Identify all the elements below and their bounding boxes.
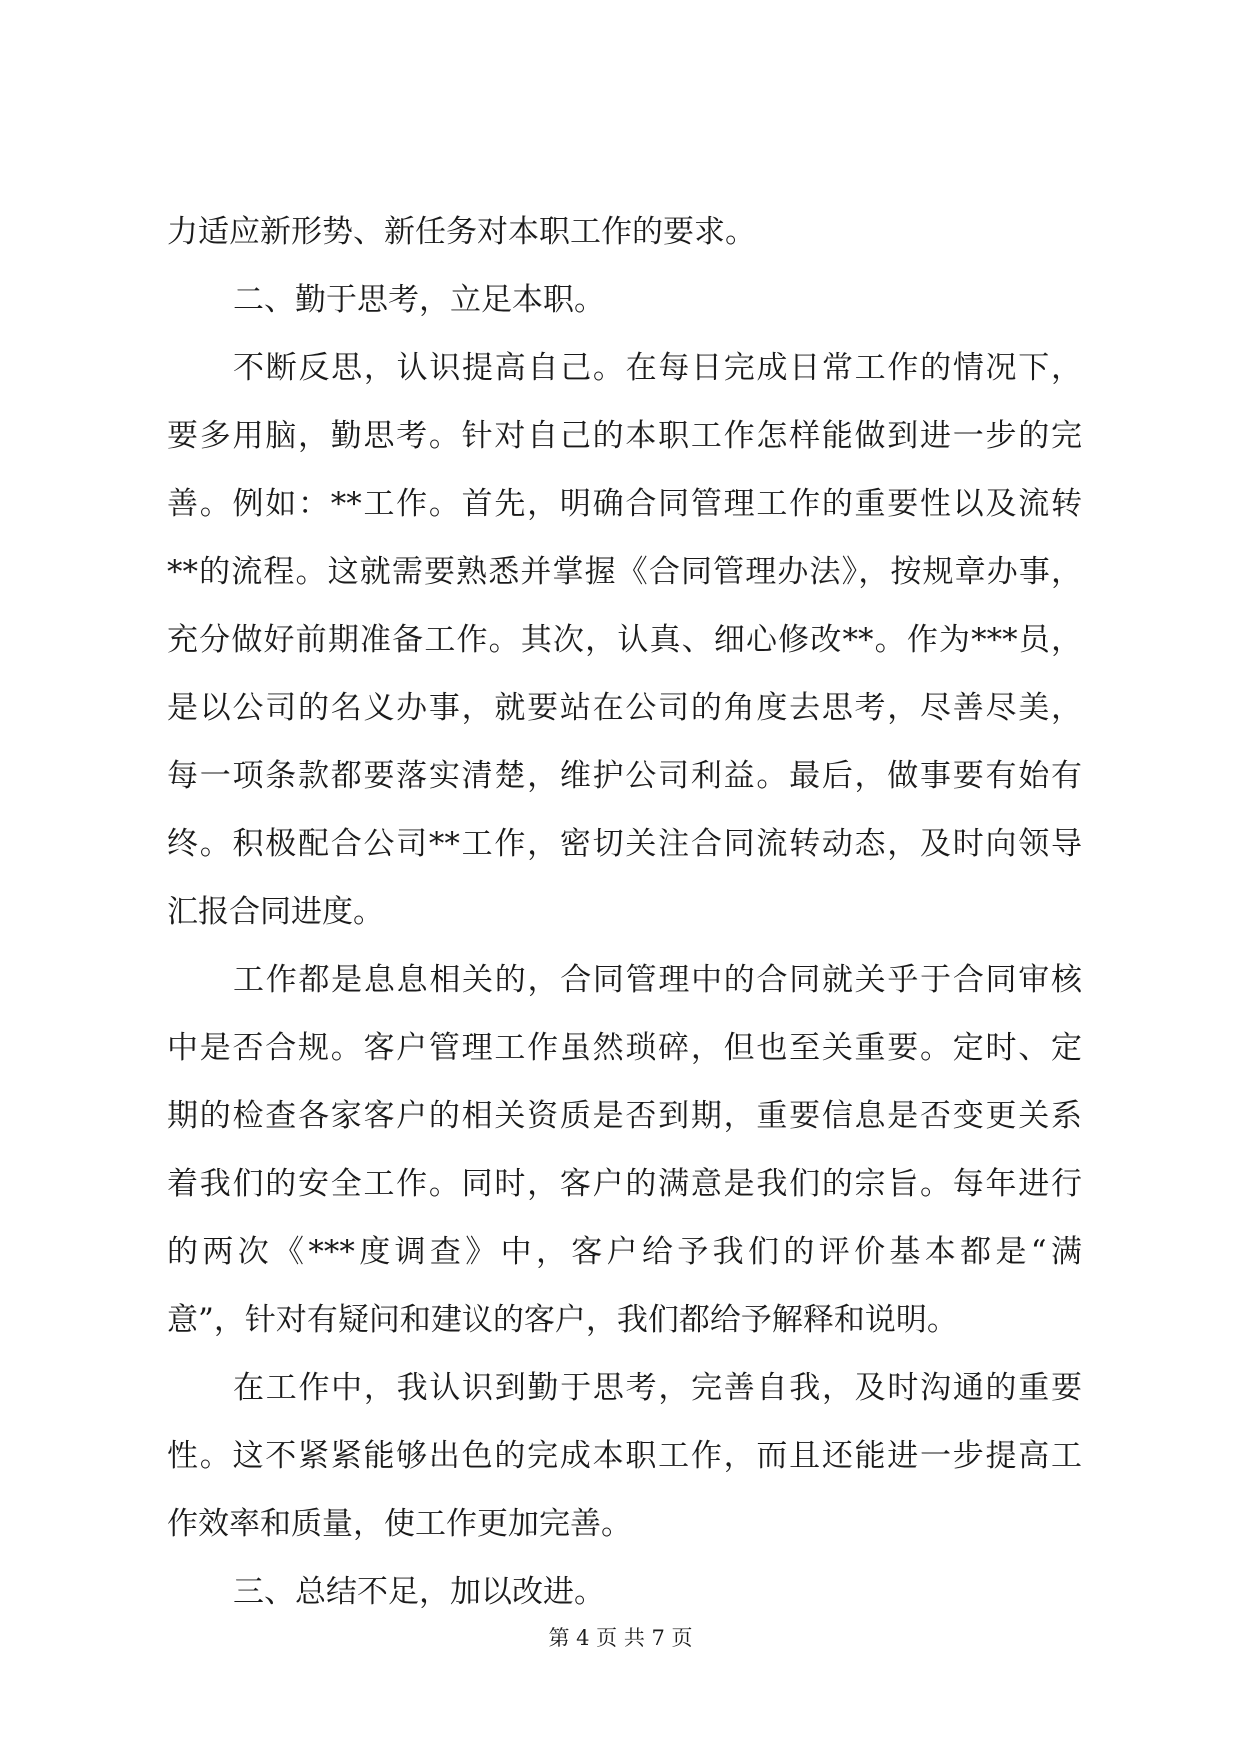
text-line: **的流程。这就需要熟悉并掌握《合同管理办法》，按规章办事，	[167, 554, 1082, 590]
text-line: 意”，针对有疑问和建议的客户，我们都给予解释和说明。	[167, 1302, 958, 1338]
text-line: 性。这不紧紧能够出色的完成本职工作，而且还能进一步提高工	[167, 1438, 1082, 1474]
text-line: 二、勤于思考，立足本职。	[233, 282, 605, 318]
text-line: 中是否合规。客户管理工作虽然琐碎，但也至关重要。定时、定	[167, 1030, 1082, 1066]
text-line: 着我们的安全工作。同时，客户的满意是我们的宗旨。每年进行	[167, 1166, 1082, 1202]
text-line: 在工作中，我认识到勤于思考，完善自我，及时沟通的重要	[233, 1370, 1082, 1406]
text-line: 的两次《***度调查》中，客户给予我们的评价基本都是“满	[167, 1234, 1082, 1270]
text-line: 汇报合同进度。	[167, 894, 384, 930]
text-line: 力适应新形势、新任务对本职工作的要求。	[167, 214, 756, 250]
page-number-label: 第 4 页 共 7 页	[548, 1626, 693, 1650]
text-line: 要多用脑，勤思考。针对自己的本职工作怎样能做到进一步的完	[167, 418, 1082, 454]
text-line: 三、总结不足，加以改进。	[233, 1574, 605, 1610]
text-line: 不断反思，认识提高自己。在每日完成日常工作的情况下，	[233, 350, 1082, 386]
document-body	[167, 198, 1082, 1626]
page-footer	[0, 1622, 1241, 1652]
text-line: 终。积极配合公司**工作，密切关注合同流转动态，及时向领导	[167, 826, 1082, 862]
text-line: 是以公司的名义办事，就要站在公司的角度去思考，尽善尽美，	[167, 690, 1082, 726]
text-line: 工作都是息息相关的，合同管理中的合同就关乎于合同审核	[233, 962, 1082, 998]
text-line: 充分做好前期准备工作。其次，认真、细心修改**。作为***员，	[167, 622, 1082, 658]
text-line: 善。例如：**工作。首先，明确合同管理工作的重要性以及流转	[167, 486, 1082, 522]
text-line: 每一项条款都要落实清楚，维护公司利益。最后，做事要有始有	[167, 758, 1082, 794]
text-line: 作效率和质量，使工作更加完善。	[167, 1506, 632, 1542]
text-line: 期的检查各家客户的相关资质是否到期，重要信息是否变更关系	[167, 1098, 1082, 1134]
